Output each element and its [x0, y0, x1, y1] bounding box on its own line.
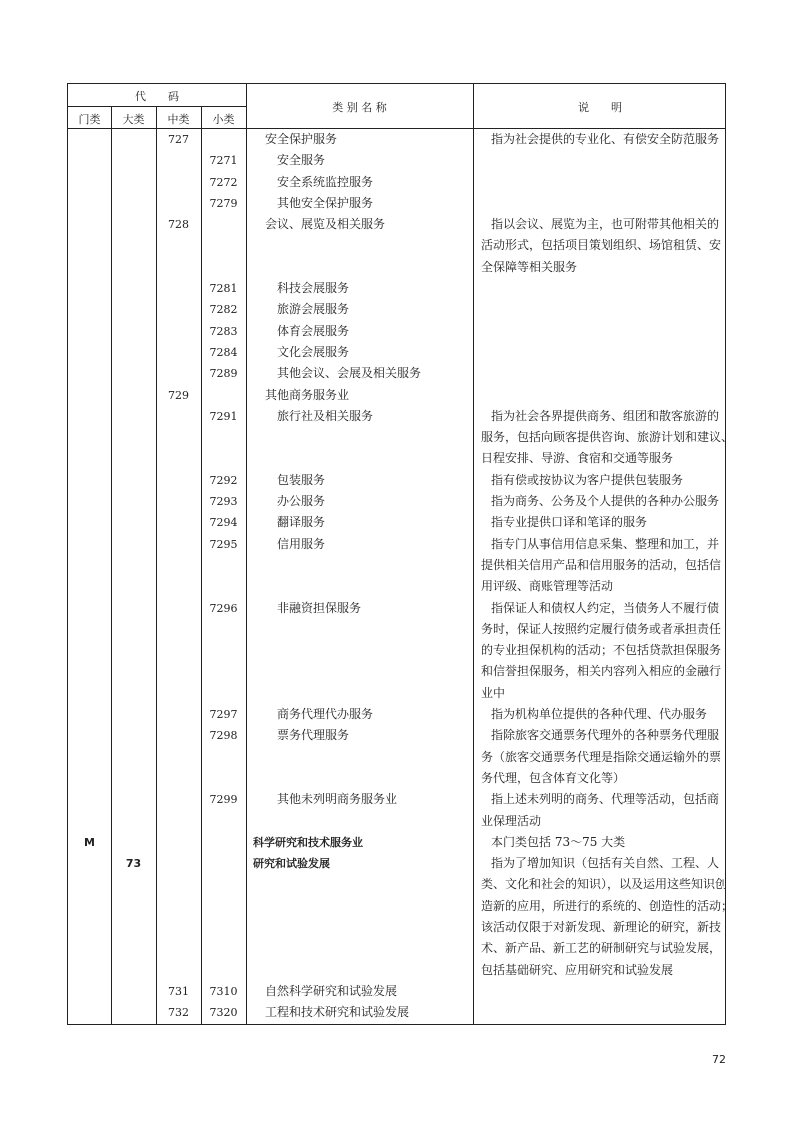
category-description — [477, 512, 727, 533]
description-line: 指为社会各界提供商务、组团和散客旅游的 — [491, 408, 720, 423]
code-zhong: 729 — [168, 388, 189, 402]
category-name: 商务代理代办服务 — [277, 707, 374, 722]
description-line: 指有偿或按协议为客户提供包装服务 — [491, 472, 684, 487]
category-description — [477, 789, 727, 832]
header-divider — [68, 106, 246, 107]
category-description — [477, 214, 727, 278]
category-name: 体育会展服务 — [277, 323, 350, 338]
code-xiao: 7297 — [209, 708, 238, 722]
table-row — [68, 512, 725, 533]
category-name: 旅游会展服务 — [277, 302, 350, 317]
description-line: 务（旅客交通票务代理是指除交通运输外的票 — [481, 749, 722, 764]
category-name: 工程和技术研究和试验发展 — [265, 1005, 410, 1020]
description-line: 活动形式，包括项目策划组织、场馆租赁、安 — [481, 238, 722, 253]
code-xiao: 7283 — [209, 324, 238, 338]
description-line: 指保证人和债权人约定，当债务人不履行债 — [491, 600, 720, 615]
table-body — [68, 129, 734, 1024]
description-line: 务代理，包含体育文化等） — [481, 770, 626, 785]
table-row — [68, 789, 725, 832]
table-row — [68, 150, 725, 171]
description-line: 术、新产品、新工艺的研制研究与试验发展， — [481, 941, 722, 956]
code-zhong: 728 — [168, 218, 189, 232]
code-zhong: 731 — [168, 984, 189, 998]
code-xiao: 7291 — [209, 409, 238, 423]
description-line: 服务，包括向顾客提供咨询、旅游计划和建议、 — [481, 430, 734, 445]
code-xiao: 7282 — [209, 303, 238, 317]
category-description — [477, 406, 734, 470]
category-description — [477, 470, 727, 491]
code-xiao: 7292 — [209, 473, 238, 487]
code-xiao: 7299 — [209, 793, 238, 807]
table-row — [68, 278, 725, 299]
header-zhong: 中类 — [167, 113, 190, 126]
category-description — [477, 704, 727, 725]
category-description — [477, 853, 734, 981]
code-zhong: 727 — [168, 133, 189, 146]
category-name: 安全系统监控服务 — [277, 174, 374, 189]
table-row — [68, 406, 734, 470]
table-row — [68, 342, 725, 363]
code-xiao: 7296 — [209, 601, 238, 615]
table-row — [68, 363, 725, 384]
code-xiao: 7294 — [209, 516, 238, 530]
table-row — [68, 598, 725, 705]
description-line: 指专业提供口译和笔译的服务 — [491, 515, 648, 530]
category-name: 包装服务 — [277, 472, 326, 487]
table-row — [68, 214, 725, 278]
category-name: 其他会议、会展及相关服务 — [277, 366, 422, 381]
table-row — [68, 981, 725, 1002]
table-row — [68, 832, 725, 853]
category-description — [477, 598, 727, 704]
header-desc: 说 明 — [578, 101, 622, 114]
table-row — [68, 129, 725, 150]
header-da: 大类 — [122, 113, 145, 126]
table-row — [68, 299, 725, 320]
category-description — [477, 129, 727, 150]
category-name: 非融资担保服务 — [277, 600, 362, 615]
category-name: 票务代理服务 — [277, 728, 350, 743]
description-line: 造新的应用，所进行的系统的、创造性的活动； — [481, 898, 734, 913]
description-line: 业中 — [481, 685, 506, 700]
category-name: 翻译服务 — [277, 515, 326, 530]
header-men: 门类 — [78, 113, 101, 126]
code-xiao: 7289 — [209, 367, 238, 381]
header-code: 代 码 — [135, 90, 179, 103]
code-xiao: 7295 — [209, 537, 238, 551]
code-xiao: 7272 — [209, 175, 238, 189]
classification-table — [67, 83, 734, 1025]
table-row — [68, 704, 725, 725]
description-line: 包括基础研究、应用研究和试验发展 — [481, 962, 674, 977]
code-xiao: 7310 — [209, 984, 238, 998]
description-line: 提供相关信用产品和信用服务的活动，包括信 — [481, 557, 722, 572]
description-line: 日程安排、导游、食宿和交通等服务 — [481, 451, 674, 466]
category-name: 信用服务 — [277, 536, 326, 551]
description-line: 指上述未列明的商务、代理等活动，包括商 — [491, 792, 720, 807]
description-line: 本门类包括 73～75 大类 — [491, 834, 626, 849]
code-da: 73 — [125, 857, 142, 871]
description-line: 的专业担保机构的活动；不包括贷款担保服务 — [481, 643, 722, 658]
table-row — [68, 853, 734, 981]
description-line: 该活动仅限于对新发现、新理论的研究，新技 — [481, 920, 722, 934]
code-xiao: 7298 — [209, 729, 238, 743]
code-xiao: 7281 — [209, 282, 238, 296]
description-line: 业保理活动 — [481, 813, 542, 828]
category-name: 其他未列明商务服务业 — [277, 792, 398, 807]
table-row — [68, 321, 725, 342]
category-description — [477, 725, 727, 789]
table-row — [68, 172, 725, 193]
code-xiao: 7320 — [209, 1006, 238, 1020]
code-xiao: 7279 — [209, 196, 238, 210]
description-line: 用评级、商账管理等活动 — [481, 579, 614, 594]
table-row — [68, 470, 725, 491]
category-name: 安全保护服务 — [265, 132, 338, 146]
category-description — [477, 832, 727, 853]
category-name: 文化会展服务 — [277, 344, 350, 359]
description-line: 和信誉担保服务，相关内容列入相应的金融行 — [481, 664, 722, 679]
category-name: 科学研究和技术服务业 — [253, 835, 363, 849]
category-description — [477, 491, 727, 512]
table-row — [68, 385, 725, 406]
code-xiao: 7284 — [209, 345, 238, 359]
category-name: 办公服务 — [277, 494, 326, 509]
code-xiao: 7293 — [209, 495, 238, 509]
category-name: 其他安全保护服务 — [277, 195, 374, 210]
header-name: 类 别 名 称 — [332, 101, 387, 114]
description-line: 指为社会提供的专业化、有偿安全防范服务 — [491, 132, 720, 146]
description-line: 指为商务、公务及个人提供的各种办公服务 — [491, 494, 720, 509]
category-name: 安全服务 — [277, 153, 326, 168]
description-line: 类、文化和社会的知识），以及运用这些知识创 — [481, 877, 728, 892]
category-name: 旅行社及相关服务 — [277, 408, 374, 423]
description-line: 指为了增加知识（包括有关自然、工程、人 — [491, 856, 720, 871]
code-men: M — [84, 835, 95, 849]
description-line: 全保障等相关服务 — [481, 259, 578, 274]
category-name: 其他商务服务业 — [265, 387, 350, 402]
description-line: 指以会议、展览为主，也可附带其他相关的 — [491, 217, 720, 232]
description-line: 指专门从事信用信息采集、整理和加工，并 — [491, 536, 720, 551]
table-row — [68, 491, 725, 512]
category-description — [477, 534, 727, 598]
page-number: 72 — [712, 1053, 726, 1066]
table-row — [68, 725, 725, 789]
header-xiao: 小类 — [212, 113, 235, 126]
category-name: 研究和试验发展 — [253, 857, 330, 871]
category-name: 自然科学研究和试验发展 — [265, 983, 398, 998]
description-line: 指除旅客交通票务代理外的各种票务代理服 — [491, 728, 720, 743]
category-name: 会议、展览及相关服务 — [265, 217, 386, 232]
table-row — [68, 1002, 725, 1023]
code-zhong: 732 — [168, 1006, 189, 1020]
description-line: 指为机构单位提供的各种代理、代办服务 — [491, 707, 708, 722]
table-row — [68, 534, 725, 598]
category-name: 科技会展服务 — [277, 281, 350, 296]
table-row — [68, 193, 725, 214]
description-line: 务时，保证人按照约定履行债务或者承担责任 — [481, 621, 722, 636]
code-xiao: 7271 — [209, 154, 238, 168]
